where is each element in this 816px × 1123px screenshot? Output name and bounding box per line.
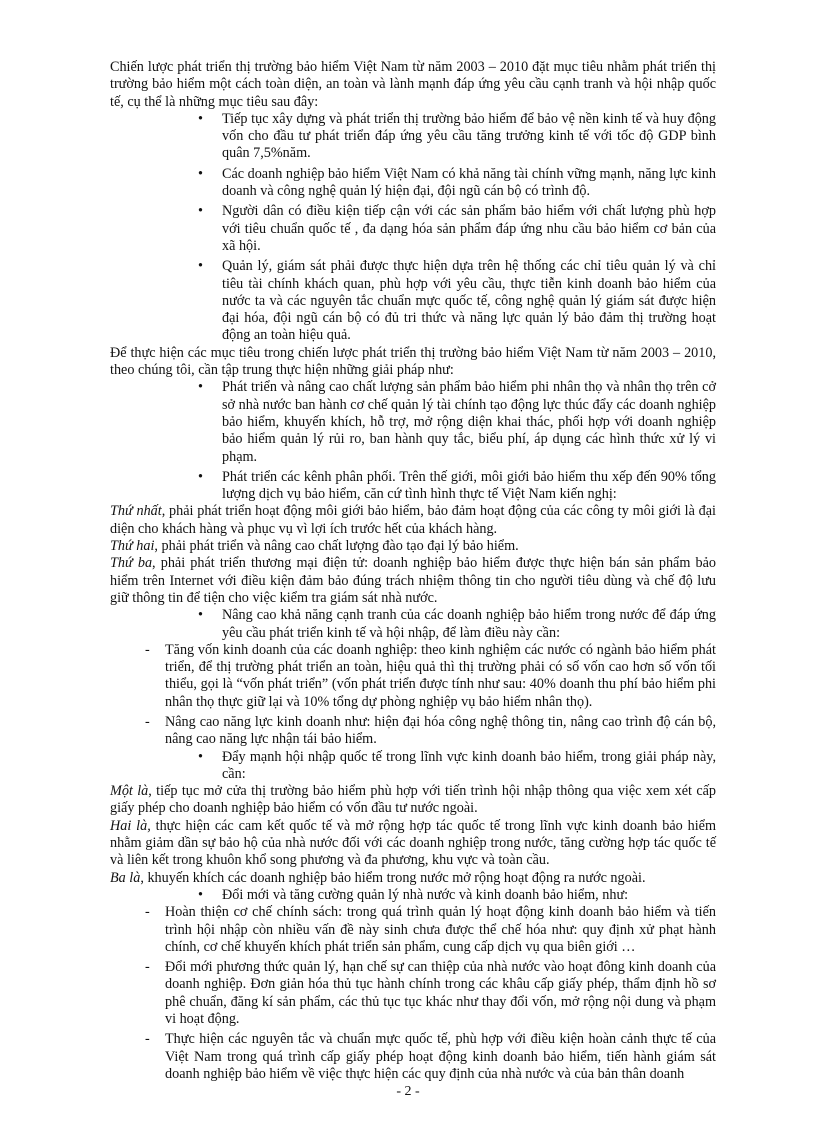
bullet-icon: • (198, 886, 203, 903)
list-item: • Đẩy mạnh hội nhập quốc tế trong lĩnh vực kinh doanh bảo hiểm, trong giải pháp này, cần: (198, 748, 716, 782)
list-item: • Đổi mới và tăng cường quản lý nhà nước và kinh doanh bảo hiểm, như: (198, 886, 629, 903)
dash-icon: - (145, 1031, 150, 1048)
three-paragraph: Ba là, khuyến khích các doanh nghiệp bảo hiểm trong nước mở rộng hoạt động ra nước ngoài. (110, 869, 646, 886)
bullet-icon: • (198, 258, 203, 275)
goals-list (110, 111, 716, 345)
one-paragraph: Một là, tiếp tục mở cửa thị trường bảo hiểm phù hợp với tiến trình hội nhập thông qua việc xem xét cấp giấy phép cho doanh nghiệp bảo hiểm có vốn đầu tư nước ngoài. (110, 783, 717, 817)
solutions-list (110, 379, 716, 503)
integrate-list (110, 749, 716, 784)
list-item: • Người dân có điều kiện tiếp cận với các sản phẩm bảo hiểm với chất lượng phù hợp với tiêu chuẩn quốc tế , đa dạng hóa sản phẩm đáp ứng nhu cầu bảo hiểm cơ bản của xã hội. (198, 203, 716, 254)
list-item: • Các doanh nghiệp bảo hiểm Việt Nam có khả năng tài chính vững mạnh, năng lực kinh doanh và công nghệ quản lý hiện đại, đội ngũ cán bộ có trình độ. (198, 165, 716, 200)
page-number: - 2 - (396, 1084, 420, 1099)
dash-icon: - (145, 959, 150, 976)
reform-dash-list (110, 904, 716, 1083)
compete-list (110, 607, 716, 642)
dash-icon: - (145, 713, 150, 730)
list-item: • Nâng cao khả năng cạnh tranh của các doanh nghiệp bảo hiểm trong nước để đáp ứng yêu cầu phát triển kinh tế và hội nhập, để làm điều này cần: (198, 607, 716, 641)
intro-paragraph: Chiến lược phát triển thị trường bảo hiểm Việt Nam từ năm 2003 – 2010 đặt mục tiêu nhằm phát triển thị trường bảo hiểm một cách toàn diện, an toàn và lành mạnh đáp ứng yêu cầu cạnh tranh và hội nhập quốc tế, cụ thể là những mục tiêu sau đây: (110, 59, 716, 110)
first-paragraph: Thứ nhất, phải phát triển hoạt động môi giới bảo hiểm, bảo đảm hoạt động của các công ty môi giới là đại diện cho khách hàng và phục vụ vì lợi ích trước hết của khách hàng. (110, 503, 716, 537)
list-item: • Phát triển các kênh phân phối. Trên thế giới, môi giới bảo hiểm thu xếp đến 90% tổng lượng dịch vụ bảo hiểm, căn cứ tình hình thực tế Việt Nam kiến nghị: (198, 468, 716, 503)
bullet-icon: • (198, 203, 203, 220)
bullet-icon: • (198, 748, 203, 765)
document-body (110, 59, 716, 1086)
list-item: - Nâng cao năng lực kinh doanh như: hiện đại hóa công nghệ thông tin, nâng cao trình độ cán bộ, nâng cao năng lực nhận tái bảo hiểm. (145, 713, 716, 748)
list-item: • Phát triển và nâng cao chất lượng sản phẩm bảo hiểm phi nhân thọ và nhân thọ trên cở sở nhà nước ban hành cơ chế quản lý tài chính tạo động lực thúc đẩy các doanh nghiệp bảo hiểm, khuyến khích, hỗ trợ, mở rộng diện khai thác, phối hợp với doanh nghiệp bảo hiểm quản lý rủi ro, ban hành quy tắc, biểu phí, áp dụng các hình thức xử lý vi phạm. (198, 379, 716, 465)
bullet-icon: • (198, 165, 203, 182)
list-item: - Đổi mới phương thức quản lý, hạn chế sự can thiệp của nhà nước vào hoạt đông kinh doanh của doanh nghiệp. Đơn giản hóa thủ tục hành chính trong các khâu cấp giấy phép, thẩm định hồ sơ phê chuẩn, đăng kí sản phẩm, các thủ tục tục khác như thay đổi vốn, mở rộng nội dung và phạm vi hoạt động. (145, 959, 716, 1028)
two-paragraph: Hai là, thực hiện các cam kết quốc tế và mở rộng hợp tác quốc tế trong lĩnh vực kinh doanh bảo hiểm nhằm giảm dần sự bảo hộ của nhà nước đối với các doanh nghiệp trong nước, tăng cường hợp tác quốc tế và liên kết trong khuôn khổ song phương và đa phương, khu vực và toàn cầu. (110, 817, 716, 869)
list-item: • Tiếp tục xây dựng và phát triển thị trường bảo hiểm để bảo vệ nền kinh tế và huy động vốn cho đầu tư phát triển đáp ứng yêu cầu tăng trưởng kinh tế với tốc độ GDP bình quân 7,5%năm. (198, 110, 716, 162)
list-item: • Quản lý, giám sát phải được thực hiện dựa trên hệ thống các chỉ tiêu quản lý và chỉ tiêu tài chính khách quan, phù hợp với yêu cầu, thực tiễn kinh doanh bảo hiểm của nước ta và các nguyên tắc chuẩn mực quốc tế, công nghệ quản lý giám sát được hiện đại hóa, đội ngũ cán bộ có đủ tri thức và năng lực quản lý bảo đảm thị trường hoạt động an toàn hiệu quả. (198, 258, 716, 344)
list-item: - Thực hiện các nguyên tắc và chuẩn mực quốc tế, phù hợp với điều kiện hoàn cảnh thực tế của Việt Nam trong quá trình cấp giấy phép hoạt động kinh doanh bảo hiểm, tiến hành giám sát doanh nghiệp bảo hiểm về việc thực hiện các quy định của nhà nước và của bản thân doanh (145, 1031, 716, 1082)
dash-icon: - (145, 641, 150, 658)
bullet-icon: • (198, 607, 203, 624)
bullet-icon: • (198, 379, 203, 396)
bullet-icon: • (198, 468, 203, 485)
compete-dash-list (110, 642, 716, 749)
list-item: - Hoàn thiện cơ chế chính sách: trong quá trình quản lý hoạt động kinh doanh bảo hiểm và tiến trình hội nhập còn nhiều vấn đề này sinh chưa được thể chế hóa như: quy định xử phạt hành chính, cơ chế khuyến khích phát triển sản phẩm, cung cấp dịch vụ qua biên giới … (145, 904, 716, 955)
reform-list (110, 887, 716, 904)
third-paragraph: Thứ ba, phải phát triển thương mại điện tử: doanh nghiệp bảo hiểm được thực hiện bán sản phẩm bảo hiểm trên Internet với điều kiện đảm bảo đúng trách nhiệm thông tin cho người tiêu dùng và chế độ lưu giữ thông tin để tiện cho việc kiểm tra giám sát nhà nước. (110, 555, 716, 606)
list-item: - Tăng vốn kinh doanh của các doanh nghiệp: theo kinh nghiệm các nước có ngành bảo hiểm phát triển, để thị trường phát triển an toàn, hiệu quả thì thị trường phải có số vốn cao hơn số vốn tối thiểu, gọi là “vốn phát triển” (vốn phát triển được tính như sau: 40% doanh thu phí bảo hiểm phi nhân thọ thực giữ lại và 10% tổng dự phòng nghiệp vụ bảo hiểm nhân thọ). (145, 641, 716, 710)
solutions-intro-paragraph: Để thực hiện các mục tiêu trong chiến lược phát triển thị trường bảo hiểm Việt Nam từ năm 2003 – 2010, theo chúng tôi, cần tập trung thực hiện những giải pháp như: (110, 344, 716, 379)
bullet-icon: • (198, 110, 203, 127)
dash-icon: - (145, 904, 150, 921)
second-paragraph: Thứ hai, phải phát triển và nâng cao chất lượng đào tạo đại lý bảo hiểm. (110, 538, 519, 555)
